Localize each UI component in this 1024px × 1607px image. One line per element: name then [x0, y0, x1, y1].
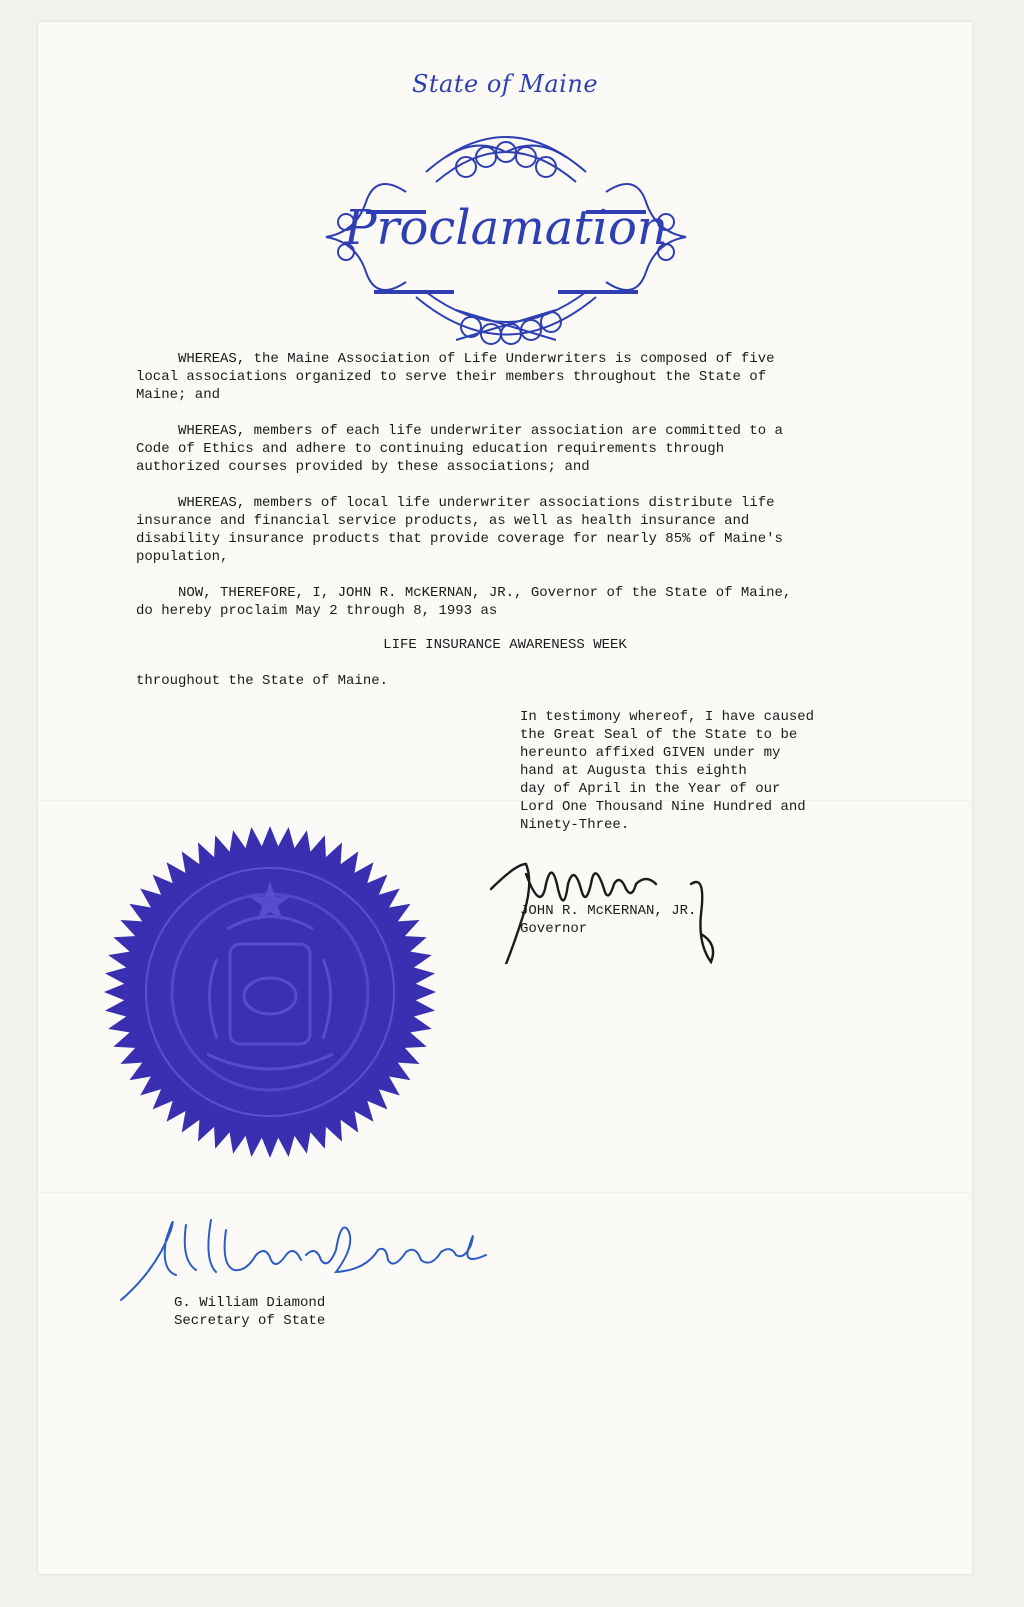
secretary-name: G. William Diamond: [174, 1295, 326, 1311]
testimony-clause: In testimony whereof, I have caused the Great Seal of the State to be hereunto affixed GIVEN under my hand at Augusta this eighth day of April in the Year of our Lord One Thousand Nine Hundred and Ninety-Three.: [520, 709, 815, 833]
great-seal-of-maine: [102, 824, 438, 1160]
whereas-paragraph-3: WHEREAS, members of local life underwriter associations distribute life insurance and financial service products, as well as health insurance and disability insurance products that provide coverage for nearly 85% of Maine's population,: [136, 495, 783, 565]
now-therefore-paragraph: NOW, THEREFORE, I, JOHN R. McKERNAN, JR., Governor of the State of Maine, do hereby proclaim May 2 through 8, 1993 as: [136, 585, 792, 619]
week-name: LIFE INSURANCE AWARENESS WEEK: [383, 637, 627, 653]
whereas-paragraph-1: WHEREAS, the Maine Association of Life Underwriters is composed of five local associations organized to serve their members throughout the State of Maine; and: [136, 351, 775, 403]
secretary-title: Secretary of State: [174, 1313, 326, 1329]
proclamation-heading: Proclamation: [344, 200, 668, 256]
fold-line: [38, 800, 972, 801]
state-title: State of Maine: [411, 70, 599, 98]
whereas-paragraph-2: WHEREAS, members of each life underwriter association are committed to a Code of Ethics and adhere to continuing education requirements through authorized courses provided by these associations; and: [136, 423, 783, 475]
fold-line: [38, 1192, 972, 1193]
proclamation-paper: [38, 22, 972, 1574]
governor-title: Governor: [520, 921, 588, 937]
governor-name: JOHN R. McKERNAN, JR.: [520, 903, 697, 919]
throughout-line: throughout the State of Maine.: [136, 673, 389, 689]
